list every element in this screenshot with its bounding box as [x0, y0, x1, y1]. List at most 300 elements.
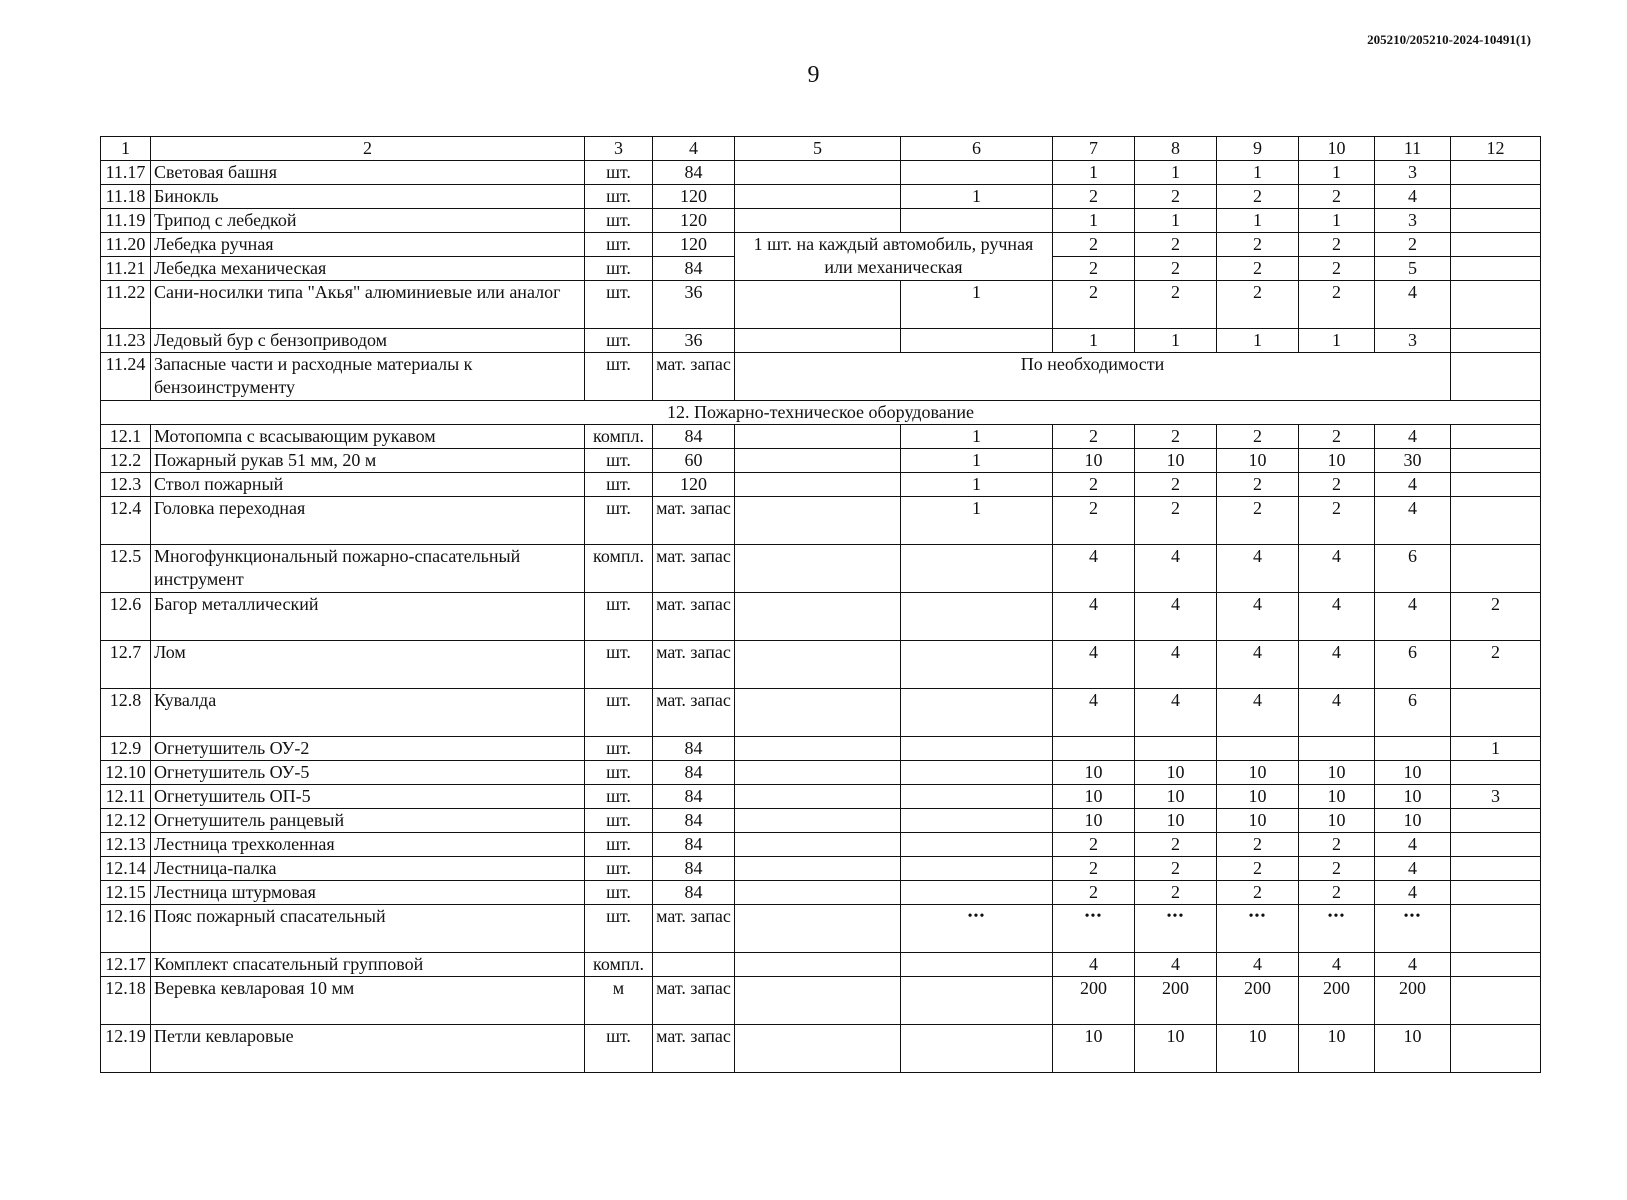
col-8-value: 2: [1135, 281, 1217, 329]
col-11-value: 10: [1375, 809, 1451, 833]
item-name: Пожарный рукав 51 мм, 20 м: [151, 449, 585, 473]
service-term: 120: [653, 233, 735, 257]
col-11-value: 4: [1375, 281, 1451, 329]
row-number: 11.23: [101, 329, 151, 353]
service-term: 84: [653, 785, 735, 809]
table-row: [101, 185, 1541, 209]
col-10-value: •••: [1299, 905, 1375, 953]
table-row: [101, 737, 1541, 761]
col-12-value: [1451, 185, 1541, 209]
table-row: [101, 641, 1541, 689]
item-name: Лестница штурмовая: [151, 881, 585, 905]
col-8-value: 10: [1135, 761, 1217, 785]
column-number: 8: [1135, 137, 1217, 161]
merged-note: 1 шт. на каждый автомобиль, ручная или механическая: [735, 233, 1053, 281]
item-name: Комплект спасательный групповой: [151, 953, 585, 977]
col-10-value: 2: [1299, 425, 1375, 449]
service-term: мат. запас: [653, 593, 735, 641]
table-row: [101, 593, 1541, 641]
service-term: 36: [653, 329, 735, 353]
item-name: Лом: [151, 641, 585, 689]
unit: шт.: [585, 281, 653, 329]
col-12-value: [1451, 905, 1541, 953]
col-11-value: 3: [1375, 329, 1451, 353]
col-12-value: [1451, 281, 1541, 329]
item-name: Ствол пожарный: [151, 473, 585, 497]
table-row: [101, 857, 1541, 881]
column-number: 11: [1375, 137, 1451, 161]
col-6-value: [901, 593, 1053, 641]
col-11-value: [1375, 737, 1451, 761]
row-number: 12.6: [101, 593, 151, 641]
table-row: [101, 473, 1541, 497]
col-12-value: [1451, 449, 1541, 473]
table-row: [101, 497, 1541, 545]
unit: шт.: [585, 161, 653, 185]
column-number: 7: [1053, 137, 1135, 161]
col-7-value: 2: [1053, 881, 1135, 905]
unit: шт.: [585, 257, 653, 281]
table-row: [101, 425, 1541, 449]
item-name: Лестница трехколенная: [151, 833, 585, 857]
col-10-value: 2: [1299, 497, 1375, 545]
col-6-value: [901, 953, 1053, 977]
service-term: мат. запас: [653, 1025, 735, 1073]
table-row: [101, 977, 1541, 1025]
item-name: Световая башня: [151, 161, 585, 185]
col-8-value: •••: [1135, 905, 1217, 953]
col-12-value: [1451, 833, 1541, 857]
col-7-value: 10: [1053, 1025, 1135, 1073]
service-term: 84: [653, 761, 735, 785]
service-term: 60: [653, 449, 735, 473]
unit: компл.: [585, 953, 653, 977]
col-12-value: 3: [1451, 785, 1541, 809]
row-number: 11.18: [101, 185, 151, 209]
row-number: 12.14: [101, 857, 151, 881]
row-number: 12.9: [101, 737, 151, 761]
col-6-value: [901, 161, 1053, 185]
col-10-value: 4: [1299, 641, 1375, 689]
col-8-value: 2: [1135, 857, 1217, 881]
col-10-value: 2: [1299, 257, 1375, 281]
table-row: [101, 785, 1541, 809]
col-10-value: 2: [1299, 185, 1375, 209]
col-7-value: 10: [1053, 809, 1135, 833]
column-number: 6: [901, 137, 1053, 161]
table-row: [101, 329, 1541, 353]
col-5-value: [735, 161, 901, 185]
service-term: мат. запас: [653, 689, 735, 737]
col-5-value: [735, 545, 901, 593]
unit: шт.: [585, 1025, 653, 1073]
col-11-value: 30: [1375, 449, 1451, 473]
col-10-value: 4: [1299, 545, 1375, 593]
col-7-value: •••: [1053, 905, 1135, 953]
col-5-value: [735, 737, 901, 761]
unit: м: [585, 977, 653, 1025]
col-8-value: 10: [1135, 785, 1217, 809]
row-number: 12.12: [101, 809, 151, 833]
table-row: [101, 953, 1541, 977]
col-9-value: 10: [1217, 1025, 1299, 1073]
col-11-value: 3: [1375, 161, 1451, 185]
col-8-value: 4: [1135, 545, 1217, 593]
unit: шт.: [585, 353, 653, 401]
item-name: Бинокль: [151, 185, 585, 209]
item-name: Огнетушитель ранцевый: [151, 809, 585, 833]
col-8-value: 2: [1135, 185, 1217, 209]
col-9-value: 4: [1217, 545, 1299, 593]
row-number: 12.13: [101, 833, 151, 857]
column-number-row: [101, 137, 1541, 161]
service-term: 84: [653, 737, 735, 761]
row-number: 12.18: [101, 977, 151, 1025]
col-12-value: [1451, 545, 1541, 593]
col-5-value: [735, 761, 901, 785]
table-row: [101, 1025, 1541, 1073]
row-number: 12.7: [101, 641, 151, 689]
unit: компл.: [585, 545, 653, 593]
unit: шт.: [585, 185, 653, 209]
col-11-value: 4: [1375, 953, 1451, 977]
col-8-value: 10: [1135, 809, 1217, 833]
col-5-value: [735, 833, 901, 857]
col-12-value: [1451, 425, 1541, 449]
merged-note: По необходимости: [735, 353, 1451, 401]
col-5-value: [735, 185, 901, 209]
col-5-value: [735, 641, 901, 689]
service-term: мат. запас: [653, 353, 735, 401]
col-7-value: 1: [1053, 209, 1135, 233]
item-name: Багор металлический: [151, 593, 585, 641]
service-term: 84: [653, 809, 735, 833]
col-8-value: [1135, 737, 1217, 761]
col-8-value: 1: [1135, 209, 1217, 233]
col-8-value: 4: [1135, 641, 1217, 689]
unit: шт.: [585, 809, 653, 833]
col-7-value: 10: [1053, 785, 1135, 809]
col-9-value: 2: [1217, 833, 1299, 857]
col-10-value: 2: [1299, 833, 1375, 857]
col-11-value: 6: [1375, 689, 1451, 737]
column-number: 12: [1451, 137, 1541, 161]
service-term: 120: [653, 473, 735, 497]
col-7-value: 1: [1053, 329, 1135, 353]
col-11-value: 4: [1375, 185, 1451, 209]
table-row: [101, 281, 1541, 329]
item-name: Многофункциональный пожарно-спасательный инструмент: [151, 545, 585, 593]
table-row: [101, 233, 1541, 257]
col-9-value: [1217, 737, 1299, 761]
table-row: [101, 833, 1541, 857]
col-7-value: 2: [1053, 233, 1135, 257]
col-11-value: 6: [1375, 545, 1451, 593]
col-9-value: 2: [1217, 497, 1299, 545]
column-number: 2: [151, 137, 585, 161]
col-10-value: 10: [1299, 1025, 1375, 1073]
col-12-value: [1451, 161, 1541, 185]
service-term: 84: [653, 881, 735, 905]
table-row: [101, 881, 1541, 905]
service-term: 84: [653, 257, 735, 281]
item-name: Пояс пожарный спасательный: [151, 905, 585, 953]
document-id: 205210/205210-2024-10491(1): [1367, 32, 1531, 47]
row-number: 12.16: [101, 905, 151, 953]
table-row: [101, 353, 1541, 401]
col-8-value: 4: [1135, 689, 1217, 737]
col-12-value: [1451, 689, 1541, 737]
service-term: 84: [653, 857, 735, 881]
row-number: 12.11: [101, 785, 151, 809]
column-number: 3: [585, 137, 653, 161]
item-name: Веревка кевларовая 10 мм: [151, 977, 585, 1025]
service-term: мат. запас: [653, 905, 735, 953]
service-term: 84: [653, 161, 735, 185]
column-number: 4: [653, 137, 735, 161]
row-number: 12.5: [101, 545, 151, 593]
col-5-value: [735, 785, 901, 809]
item-name: Лебедка ручная: [151, 233, 585, 257]
item-name: Запасные части и расходные материалы к бензоинструменту: [151, 353, 585, 401]
col-7-value: 2: [1053, 833, 1135, 857]
col-6-value: [901, 785, 1053, 809]
col-6-value: [901, 857, 1053, 881]
col-10-value: 10: [1299, 809, 1375, 833]
table-row: [101, 689, 1541, 737]
row-number: 12.4: [101, 497, 151, 545]
col-8-value: 4: [1135, 593, 1217, 641]
col-11-value: 10: [1375, 785, 1451, 809]
row-number: 11.24: [101, 353, 151, 401]
col-12-value: 1: [1451, 737, 1541, 761]
col-8-value: 2: [1135, 833, 1217, 857]
col-8-value: 2: [1135, 473, 1217, 497]
unit: шт.: [585, 497, 653, 545]
col-5-value: [735, 329, 901, 353]
col-10-value: 4: [1299, 953, 1375, 977]
col-9-value: 4: [1217, 953, 1299, 977]
unit: шт.: [585, 785, 653, 809]
col-9-value: 10: [1217, 761, 1299, 785]
col-10-value: 4: [1299, 593, 1375, 641]
col-5-value: [735, 425, 901, 449]
col-6-value: [901, 737, 1053, 761]
col-5-value: [735, 473, 901, 497]
col-8-value: 2: [1135, 233, 1217, 257]
col-9-value: 2: [1217, 857, 1299, 881]
col-5-value: [735, 449, 901, 473]
unit: шт.: [585, 593, 653, 641]
col-6-value: [901, 1025, 1053, 1073]
item-name: Трипод с лебедкой: [151, 209, 585, 233]
col-5-value: [735, 689, 901, 737]
row-number: 11.19: [101, 209, 151, 233]
col-8-value: 10: [1135, 1025, 1217, 1073]
col-7-value: 4: [1053, 641, 1135, 689]
col-8-value: 2: [1135, 497, 1217, 545]
table-body: [101, 137, 1541, 1073]
col-5-value: [735, 953, 901, 977]
col-9-value: 2: [1217, 881, 1299, 905]
col-7-value: 2: [1053, 425, 1135, 449]
row-number: 12.3: [101, 473, 151, 497]
col-9-value: 2: [1217, 281, 1299, 329]
column-number: 9: [1217, 137, 1299, 161]
col-10-value: 2: [1299, 281, 1375, 329]
item-name: Сани-носилки типа "Акья" алюминиевые или аналог: [151, 281, 585, 329]
col-7-value: 2: [1053, 473, 1135, 497]
unit: шт.: [585, 881, 653, 905]
item-name: Огнетушитель ОП-5: [151, 785, 585, 809]
unit: шт.: [585, 857, 653, 881]
unit: шт.: [585, 473, 653, 497]
col-7-value: 4: [1053, 545, 1135, 593]
section-row: [101, 401, 1541, 425]
col-5-value: [735, 1025, 901, 1073]
col-11-value: 4: [1375, 857, 1451, 881]
col-7-value: 4: [1053, 593, 1135, 641]
col-5-value: [735, 281, 901, 329]
item-name: Головка переходная: [151, 497, 585, 545]
table-row: [101, 905, 1541, 953]
col-8-value: 1: [1135, 161, 1217, 185]
col-6-value: [901, 329, 1053, 353]
col-8-value: 200: [1135, 977, 1217, 1025]
col-7-value: 2: [1053, 281, 1135, 329]
col-9-value: 200: [1217, 977, 1299, 1025]
col-11-value: 4: [1375, 425, 1451, 449]
col-11-value: 4: [1375, 881, 1451, 905]
row-number: 12.2: [101, 449, 151, 473]
service-term: мат. запас: [653, 497, 735, 545]
col-5-value: [735, 905, 901, 953]
col-12-value: [1451, 977, 1541, 1025]
col-10-value: 2: [1299, 233, 1375, 257]
col-9-value: 2: [1217, 257, 1299, 281]
item-name: Мотопомпа с всасывающим рукавом: [151, 425, 585, 449]
service-term: 84: [653, 833, 735, 857]
col-10-value: 2: [1299, 881, 1375, 905]
col-5-value: [735, 497, 901, 545]
col-9-value: 2: [1217, 473, 1299, 497]
table-row: [101, 209, 1541, 233]
col-11-value: 5: [1375, 257, 1451, 281]
section-title: 12. Пожарно-техническое оборудование: [101, 401, 1541, 425]
col-12-value: [1451, 761, 1541, 785]
col-8-value: 2: [1135, 257, 1217, 281]
col-10-value: 200: [1299, 977, 1375, 1025]
col-10-value: 1: [1299, 161, 1375, 185]
col-12-value: 2: [1451, 641, 1541, 689]
col-6-value: [901, 761, 1053, 785]
col-8-value: 4: [1135, 953, 1217, 977]
col-7-value: 10: [1053, 761, 1135, 785]
row-number: 12.1: [101, 425, 151, 449]
col-6-value: 1: [901, 497, 1053, 545]
col-12-value: [1451, 473, 1541, 497]
col-10-value: 10: [1299, 449, 1375, 473]
item-name: Огнетушитель ОУ-2: [151, 737, 585, 761]
col-5-value: [735, 977, 901, 1025]
unit: шт.: [585, 209, 653, 233]
row-number: 11.21: [101, 257, 151, 281]
item-name: Лебедка механическая: [151, 257, 585, 281]
col-7-value: 2: [1053, 497, 1135, 545]
col-6-value: [901, 809, 1053, 833]
unit: шт.: [585, 761, 653, 785]
col-9-value: 4: [1217, 689, 1299, 737]
service-term: 36: [653, 281, 735, 329]
table-row: [101, 761, 1541, 785]
col-7-value: 4: [1053, 953, 1135, 977]
col-11-value: 4: [1375, 593, 1451, 641]
unit: шт.: [585, 737, 653, 761]
col-6-value: [901, 545, 1053, 593]
service-term: мат. запас: [653, 977, 735, 1025]
col-6-value: 1: [901, 473, 1053, 497]
col-5-value: [735, 857, 901, 881]
equipment-table: [100, 136, 1541, 1073]
col-6-value: 1: [901, 281, 1053, 329]
table-row: [101, 449, 1541, 473]
col-10-value: 10: [1299, 761, 1375, 785]
col-12-value: [1451, 857, 1541, 881]
col-8-value: 2: [1135, 881, 1217, 905]
col-9-value: 10: [1217, 449, 1299, 473]
col-9-value: 10: [1217, 809, 1299, 833]
col-11-value: 4: [1375, 833, 1451, 857]
col-9-value: 4: [1217, 593, 1299, 641]
col-7-value: 2: [1053, 185, 1135, 209]
col-12-value: [1451, 233, 1541, 257]
col-6-value: [901, 833, 1053, 857]
col-12-value: [1451, 1025, 1541, 1073]
col-10-value: 4: [1299, 689, 1375, 737]
col-9-value: 2: [1217, 425, 1299, 449]
col-9-value: 1: [1217, 161, 1299, 185]
service-term: 120: [653, 209, 735, 233]
col-6-value: 1: [901, 425, 1053, 449]
unit: компл.: [585, 425, 653, 449]
col-10-value: 2: [1299, 473, 1375, 497]
col-5-value: [735, 593, 901, 641]
col-12-value: [1451, 497, 1541, 545]
item-name: Огнетушитель ОУ-5: [151, 761, 585, 785]
col-6-value: 1: [901, 185, 1053, 209]
col-11-value: 6: [1375, 641, 1451, 689]
table-row: [101, 161, 1541, 185]
column-number: 10: [1299, 137, 1375, 161]
col-11-value: 200: [1375, 977, 1451, 1025]
service-term: мат. запас: [653, 641, 735, 689]
col-9-value: •••: [1217, 905, 1299, 953]
col-10-value: 1: [1299, 209, 1375, 233]
col-7-value: 2: [1053, 257, 1135, 281]
unit: шт.: [585, 641, 653, 689]
col-12-value: [1451, 209, 1541, 233]
col-11-value: 10: [1375, 761, 1451, 785]
col-12-value: 2: [1451, 593, 1541, 641]
col-5-value: [735, 809, 901, 833]
col-8-value: 10: [1135, 449, 1217, 473]
row-number: 12.19: [101, 1025, 151, 1073]
col-7-value: 200: [1053, 977, 1135, 1025]
unit: шт.: [585, 833, 653, 857]
column-number: 5: [735, 137, 901, 161]
col-11-value: 10: [1375, 1025, 1451, 1073]
col-6-value: [901, 209, 1053, 233]
